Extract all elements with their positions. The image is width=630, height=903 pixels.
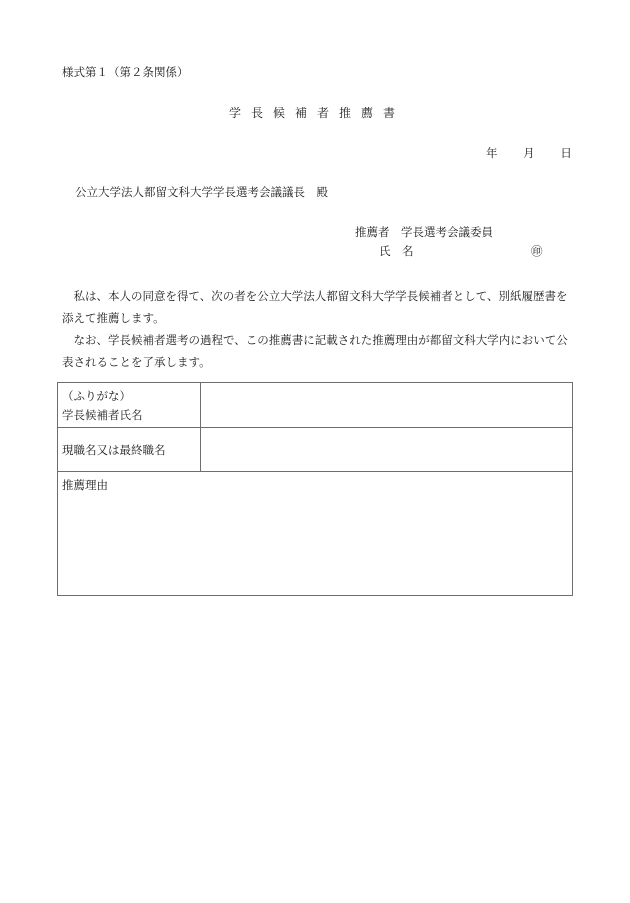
current-position-field[interactable]	[201, 428, 573, 472]
seal-mark-icon: ㊞	[531, 244, 543, 258]
recommendation-form-table	[57, 382, 573, 596]
addressee: 公立大学法人都留文科大学学長選考会議議長 殿	[75, 185, 328, 199]
body-paragraph-2: なお、学長候補者選考の過程で、この推薦書に記載された推薦理由が都留文科大学内において公表されることを了承します。	[62, 333, 568, 369]
date-month: 月	[523, 146, 535, 160]
candidate-name-field[interactable]	[201, 383, 573, 428]
form-number: 様式第１（第２条関係）	[62, 65, 189, 79]
candidate-name-label: 学長候補者氏名	[62, 408, 143, 422]
recommender-label: 推薦者	[355, 225, 390, 239]
current-position-row	[58, 428, 573, 472]
recommender-name-label: 氏 名	[379, 244, 414, 258]
furigana-label: （ふりがな）	[62, 389, 131, 403]
date-year: 年	[486, 146, 498, 160]
date-line	[486, 148, 572, 160]
body-paragraph-1: 私は、本人の同意を得て、次の者を公立大学法人都留文科大学学長候補者として、別紙履歴書を添えて推薦します。	[62, 289, 568, 325]
document-title: 学長候補者推薦書	[229, 106, 406, 120]
candidate-name-label-cell	[58, 383, 201, 428]
current-position-label: 現職名又は最終職名	[58, 428, 201, 472]
date-day: 日	[560, 146, 572, 160]
recommendation-reason-label: 推薦理由	[62, 478, 108, 492]
candidate-name-row	[58, 383, 573, 428]
recommendation-reason-field[interactable]	[58, 472, 573, 596]
recommendation-reason-row	[58, 472, 573, 596]
recommender-role: 学長選考会議委員	[401, 225, 493, 239]
